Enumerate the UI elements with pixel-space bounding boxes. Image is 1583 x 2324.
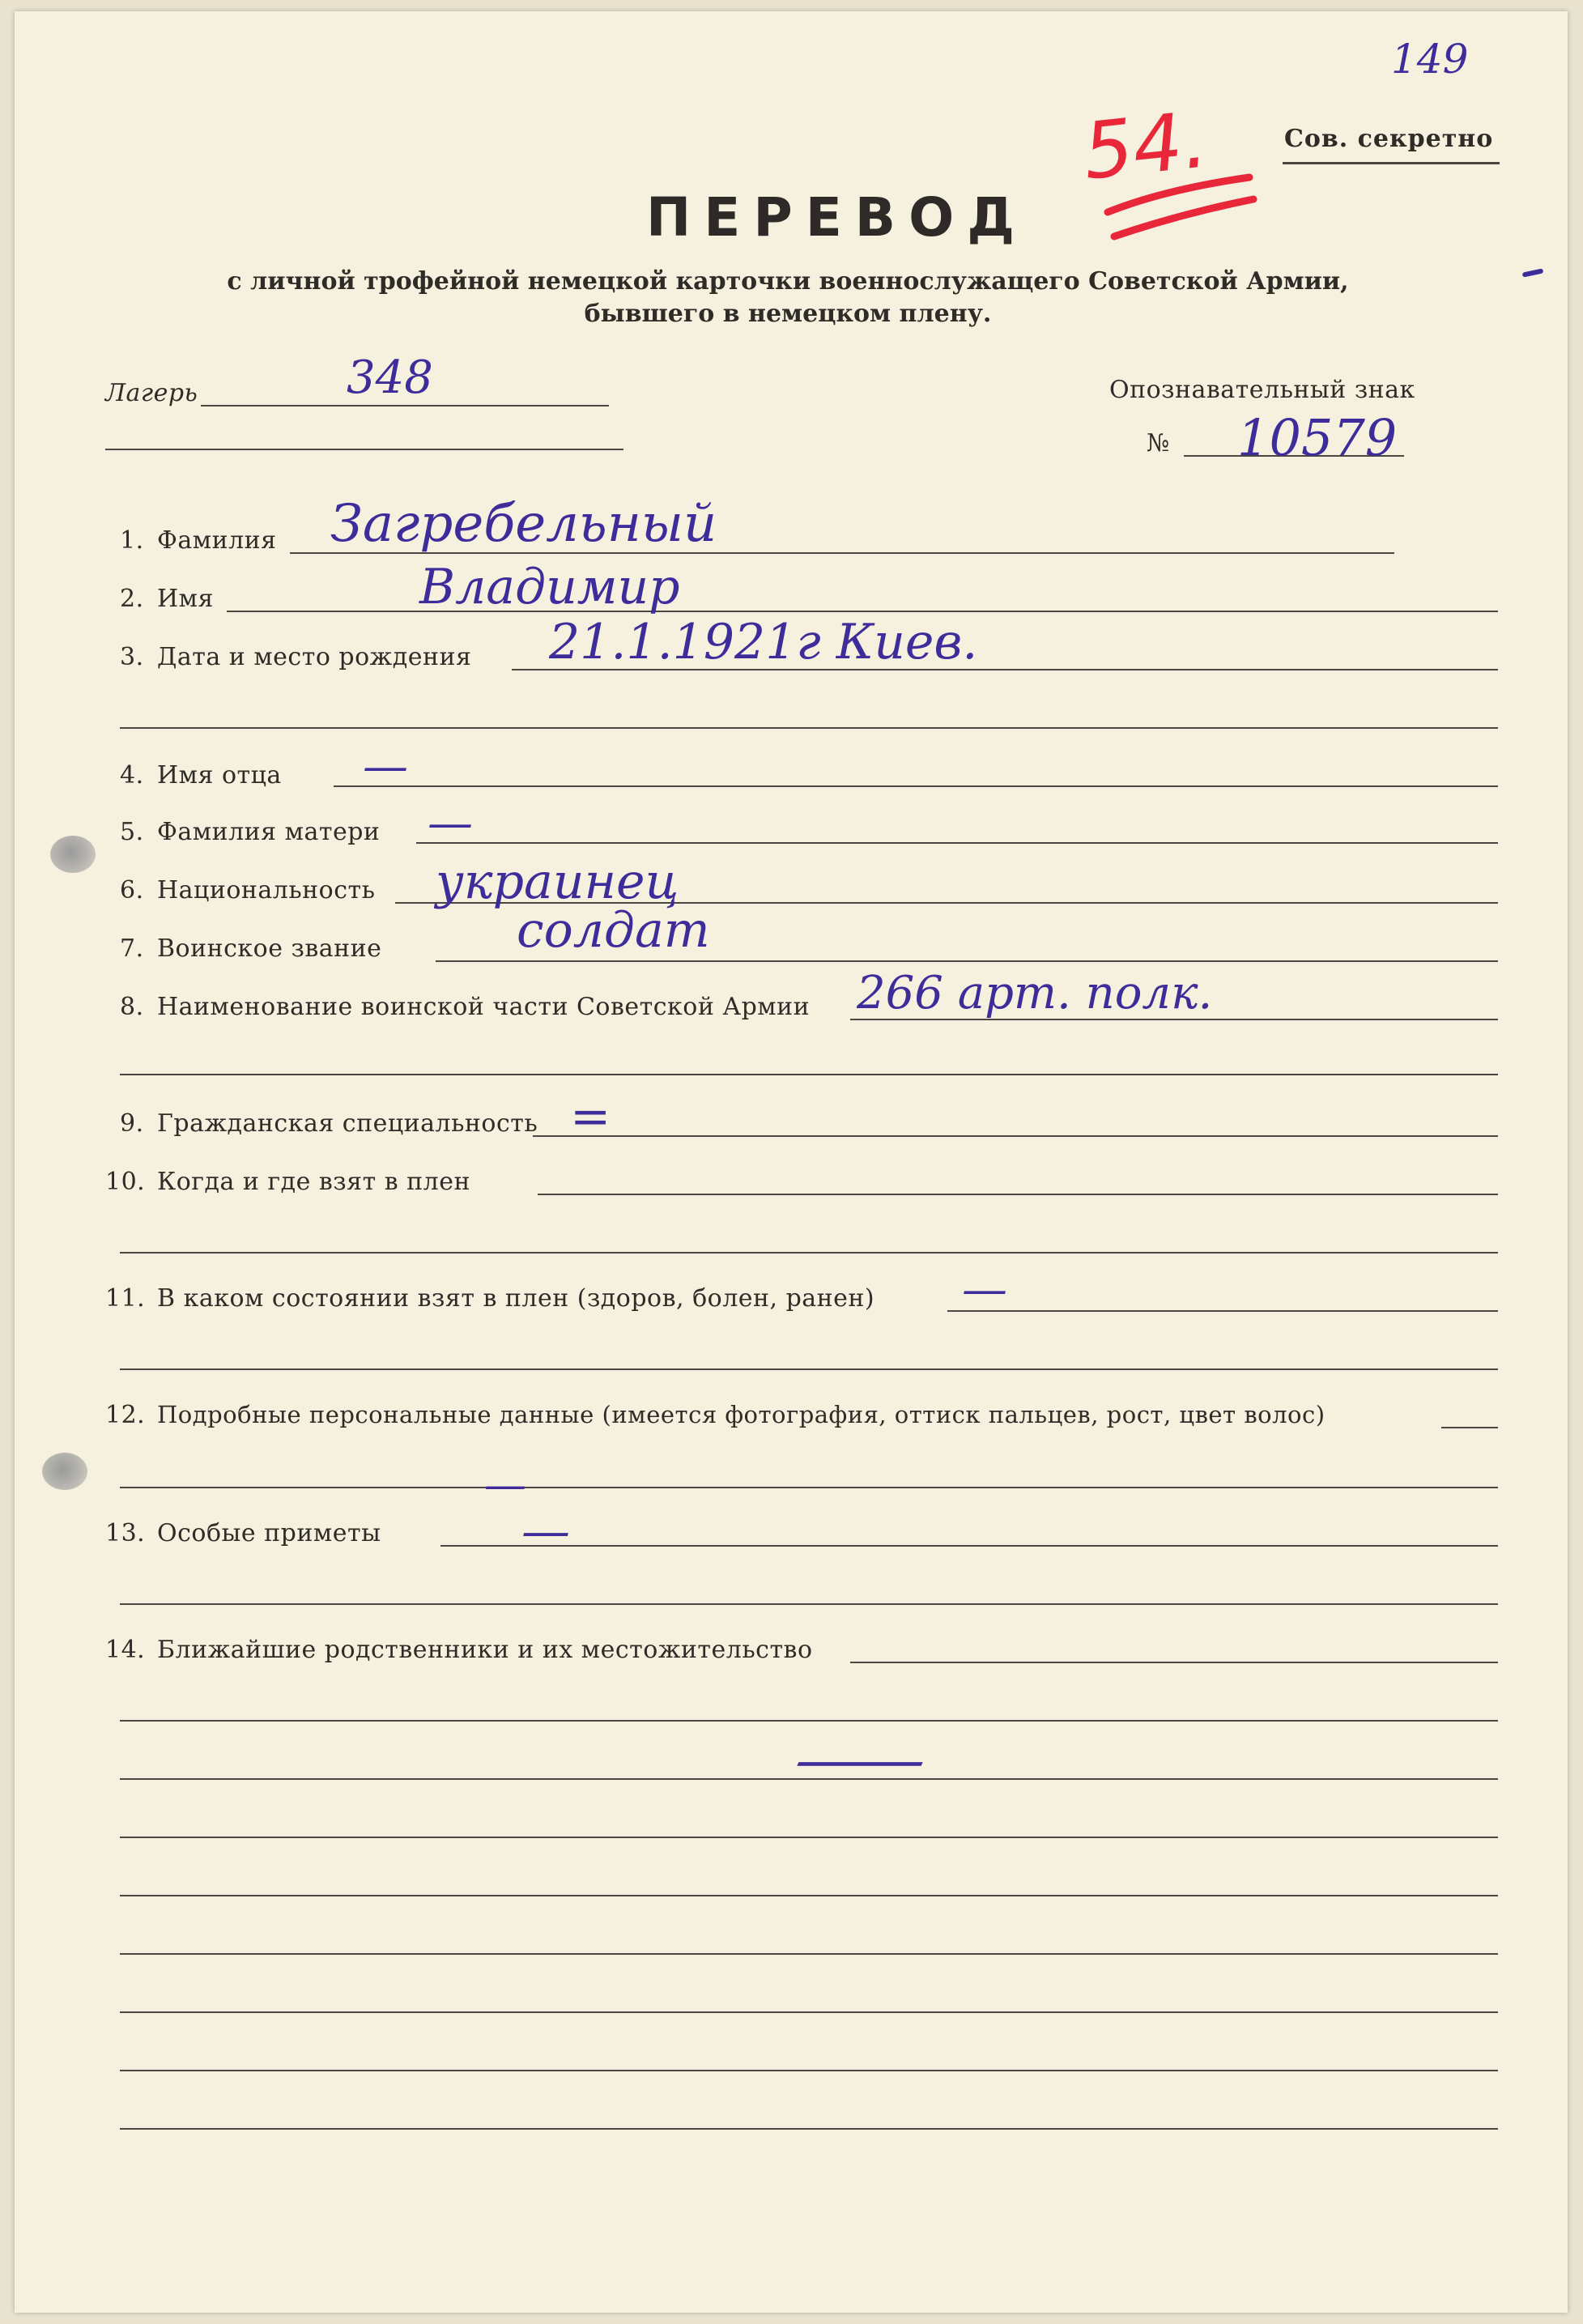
classification-underline bbox=[1283, 162, 1500, 164]
classification-label: Сов. секретно bbox=[1284, 125, 1494, 153]
field-9-label: Гражданская специальность bbox=[157, 1109, 538, 1138]
field-10-extra-line bbox=[120, 1252, 1498, 1254]
punch-hole bbox=[50, 836, 96, 873]
subtitle-line-1: с личной трофейной немецкой карточки военнослужащего Советской Армии, bbox=[227, 267, 1349, 296]
field-13-number: 13. bbox=[105, 1519, 146, 1547]
field-4-label: Имя отца bbox=[157, 761, 282, 790]
field-13-label: Особые приметы bbox=[157, 1519, 381, 1547]
blank-line bbox=[120, 1837, 1498, 1838]
field-13-line bbox=[440, 1545, 1498, 1547]
field-4-value: — bbox=[363, 740, 408, 793]
field-2-label: Имя bbox=[157, 585, 214, 613]
field-11-value: — bbox=[962, 1263, 1007, 1316]
field-3-number: 3. bbox=[120, 643, 144, 671]
field-6-value: украинец bbox=[436, 853, 679, 910]
red-double-underline bbox=[1100, 173, 1262, 246]
field-10-line bbox=[538, 1194, 1498, 1195]
field-9-number: 9. bbox=[120, 1109, 144, 1138]
camp-underline bbox=[201, 405, 609, 406]
field-8-label: Наименование воинской части Советской Армии bbox=[157, 993, 811, 1021]
field-2-line bbox=[227, 611, 1498, 612]
field-14-extra-line-1 bbox=[120, 1720, 1498, 1722]
blank-line bbox=[120, 2070, 1498, 2071]
field-5-value: — bbox=[428, 797, 473, 849]
id-tag-number-prefix: № bbox=[1147, 429, 1170, 458]
field-2-number: 2. bbox=[120, 585, 144, 613]
field-7-number: 7. bbox=[120, 934, 144, 963]
field-4-line bbox=[334, 785, 1498, 787]
field-1-number: 1. bbox=[120, 526, 144, 555]
field-11-label: В каком состоянии взят в плен (здоров, болен, ранен) bbox=[157, 1284, 875, 1313]
field-3-label: Дата и место рождения bbox=[157, 643, 472, 671]
blank-line bbox=[120, 1953, 1498, 1955]
field-10-label: Когда и где взят в плен bbox=[157, 1168, 470, 1196]
field-13-extra-line bbox=[120, 1603, 1498, 1605]
field-4-number: 4. bbox=[120, 761, 144, 790]
field-8-extra-line bbox=[120, 1074, 1498, 1075]
document-title: ПЕРЕВОД bbox=[646, 186, 1028, 249]
field-2-value: Владимир bbox=[419, 559, 680, 615]
page-number: 149 bbox=[1391, 36, 1469, 83]
field-9-line bbox=[533, 1135, 1498, 1137]
field-11-number: 11. bbox=[105, 1284, 146, 1313]
field-12-extra-line bbox=[120, 1487, 1498, 1488]
field-14-number: 14. bbox=[105, 1636, 146, 1664]
blank-line bbox=[120, 1895, 1498, 1896]
field-11-extra-line bbox=[120, 1368, 1498, 1370]
field-12-line bbox=[1441, 1427, 1498, 1428]
camp-extra-line bbox=[105, 449, 623, 450]
field-12-value: — bbox=[484, 1461, 526, 1509]
field-10-number: 10. bbox=[105, 1168, 146, 1196]
red-pencil-number: 54. bbox=[1079, 94, 1212, 198]
field-11-line bbox=[947, 1310, 1498, 1312]
subtitle-line-2: бывшего в немецком плену. bbox=[584, 300, 992, 328]
field-7-value: солдат bbox=[517, 902, 710, 959]
blank-line bbox=[120, 2128, 1498, 2130]
blank-line bbox=[120, 2011, 1498, 2013]
field-7-label: Воинское звание bbox=[157, 934, 382, 963]
field-8-number: 8. bbox=[120, 993, 144, 1021]
field-8-value: 266 арт. полк. bbox=[857, 967, 1213, 1019]
field-9-value: = bbox=[570, 1088, 611, 1145]
field-5-number: 5. bbox=[120, 818, 144, 846]
id-tag-label: Опознавательный знак bbox=[1109, 376, 1415, 404]
field-12-number: 12. bbox=[105, 1401, 146, 1429]
document-sheet bbox=[15, 11, 1568, 2313]
margin-tick bbox=[1522, 268, 1544, 277]
field-14-line bbox=[850, 1662, 1498, 1663]
field-12-label: Подробные персональные данные (имеется фотография, оттиск пальцев, рост, цвет волос) bbox=[157, 1401, 1326, 1428]
field-1-value: Загребельный bbox=[330, 494, 717, 554]
field-3-value: 21.1.1921г Киев. bbox=[549, 614, 978, 670]
field-13-value: — bbox=[521, 1503, 570, 1560]
field-7-line bbox=[436, 960, 1498, 962]
camp-label: Лагерь bbox=[105, 379, 198, 407]
field-6-label: Национальность bbox=[157, 876, 376, 904]
camp-value: 348 bbox=[347, 351, 433, 404]
field-5-label: Фамилия матери bbox=[157, 818, 381, 846]
field-5-line bbox=[416, 842, 1498, 844]
field-6-number: 6. bbox=[120, 876, 144, 904]
field-1-label: Фамилия bbox=[157, 526, 277, 555]
field-14-label: Ближайшие родственники и их местожительство bbox=[157, 1636, 813, 1664]
field-3-extra-line bbox=[120, 727, 1498, 729]
blank-line bbox=[120, 1778, 1498, 1780]
punch-hole bbox=[42, 1453, 87, 1490]
id-tag-value: 10579 bbox=[1237, 408, 1398, 467]
field-14-value: — bbox=[792, 1726, 917, 1793]
